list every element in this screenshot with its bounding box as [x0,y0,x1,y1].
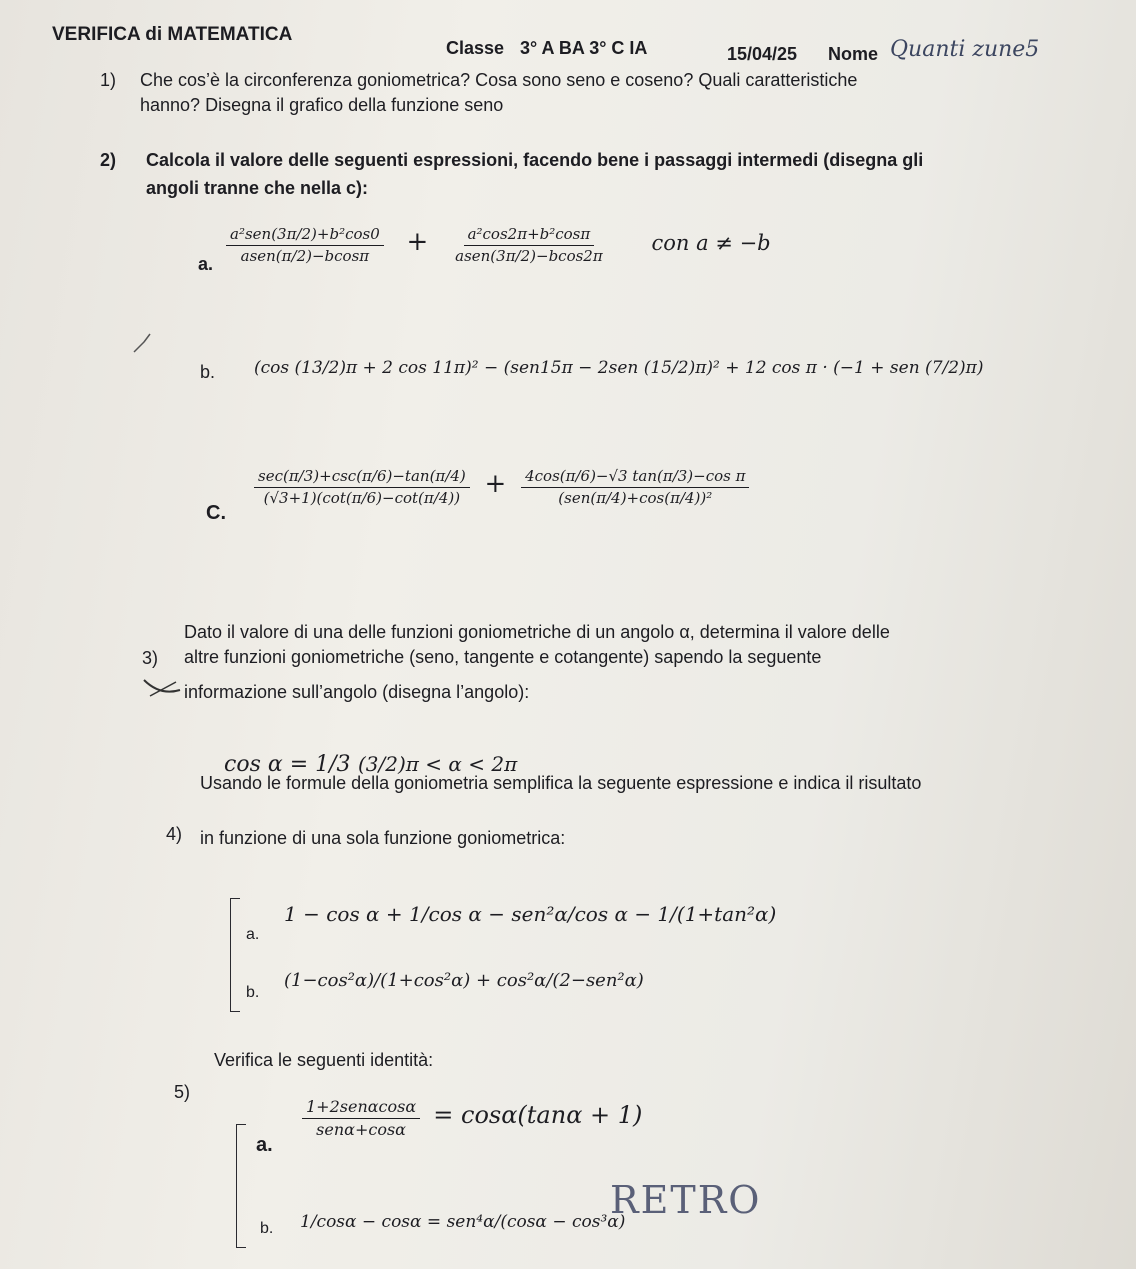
class-label: Classe [446,38,505,58]
q2c-fraction-2: $\frac{\text{4cos(π/6)−√3 tan(π/3)−cos π}}{\text{(sen(π/4)+cos(π/4))²}}$ [521,468,749,508]
q2b-expression: (cos (13/2)π + 2 cos 11π)² − (sen15π − 2sen (15/2)π)² + 12 cos π · (−1 + sen (7/2)π) [254,358,984,378]
q5-title: Verifica le seguenti identità: [214,1050,434,1070]
q5b-expression: 1/cosα − cosα = sen⁴α/(cosα − cos³α) [300,1212,626,1232]
exam-title: VERIFICA di MATEMATICA [52,24,293,45]
q2-line1: Calcola il valore delle seguenti espressioni, facendo bene i passaggi intermedi (disegna gli [146,150,924,170]
q2a-fraction-2: $\frac{\text{a²cos2π+b²cosπ}}{\text{asen(3π/2)−bcos2π}}$ [455,225,603,266]
handwritten-retro-note: RETRO [610,1178,762,1222]
q5-bracket [236,1124,246,1248]
q2b-label: b. [200,362,216,382]
q5a-fraction: $\frac{\text{1+2senαcosα}}{\text{senα+cosα}}$ [302,1098,420,1140]
q4-line1: Usando le formule della goniometria semplifica la seguente espressione e indica il risultato [200,773,922,793]
q3-given: cos α = 1/3 [224,752,351,777]
q5b-label: b. [260,1220,274,1237]
q2a-condition: con a ≠ −b [651,230,771,255]
q5a-label: a. [256,1134,273,1156]
q1-number: 1) [100,70,117,90]
q4a-label: a. [246,926,260,943]
q3-line3: informazione sull’angolo (disegna l’angolo): [184,682,530,702]
q4b-label: b. [246,984,260,1001]
q3-line2: altre funzioni goniometriche (seno, tangente e cotangente) sapendo la seguente [184,647,822,667]
q4-number: 4) [166,824,183,844]
q2c-label: C. [206,502,226,524]
q1-line2: hanno? Disegna il grafico della funzione seno [140,95,504,115]
pencil-mark-1 [130,330,170,360]
q4-bracket [230,898,240,1012]
q2a-fraction-1: $\frac{\text{a²sen(3π/2)+b²cos0}}{\text{asen(π/2)−bcosπ}}$ [226,226,384,266]
q4b-expression: (1−cos²α)/(1+cos²α) + cos²α/(2−sen²α) [284,970,644,991]
q2-number: 2) [100,150,117,170]
q3-line1: Dato il valore di una delle funzioni goniometriche di un angolo α, determina il valore delle [184,622,890,642]
student-name-handwritten: Quanti zune5 [890,37,1040,62]
q2c-fraction-1: $\frac{\sec(\pi/3)+\csc(\pi/6)-\tan(\pi/4)}{(√3+1)(\cot(\pi/6)-\cot(\pi/4))}$ [254,468,470,508]
name-label: Nome [828,44,879,64]
q2-line2: angoli tranne che nella c): [146,178,369,198]
q2c-expression: $\frac{\sec(\pi/3)+\csc(\pi/6)-\tan(\pi/4)}{(√3+1)(\cot(\pi/6)-\cot(\pi/4))}$ + $\frac{\text{4cos(π/6)−√3 tan(π/3)−cos π}}{\text{(sen(π/4)+cos(π/4))²}}$ [254,468,749,508]
q4a-expression: 1 − cos α + 1/cos α − sen²α/cos α − 1/(1+tan²α) [284,902,777,926]
q1-line1: Che cos’è la circonferenza goniometrica? Cosa sono seno e coseno? Quali caratteristiche [140,70,858,90]
q5a-expression: $\frac{\text{1+2senαcosα}}{\text{senα+cosα}}$ = cosα(tanα + 1) [302,1098,642,1140]
q2a-expression: $\frac{\text{a²sen(3π/2)+b²cos0}}{\text{asen(π/2)−bcosπ}}$ + $\frac{\text{a²cos2π+b²cosπ}}{\text{asen(3π/2)−bcos2π}}$ con a ≠ −b [226,226,771,266]
q5-number: 5) [174,1082,191,1102]
q3-range: (3/2)π < α < 2π [358,752,518,776]
pencil-mark-q3 [140,660,190,700]
q3-number: 3) [142,648,159,668]
q4-line2: in funzione di una sola funzione goniometrica: [200,828,566,848]
exam-date: 15/04/25 [727,44,798,64]
q2a-label: a. [198,254,214,274]
class-values: 3° A BA 3° C IA [520,38,648,58]
